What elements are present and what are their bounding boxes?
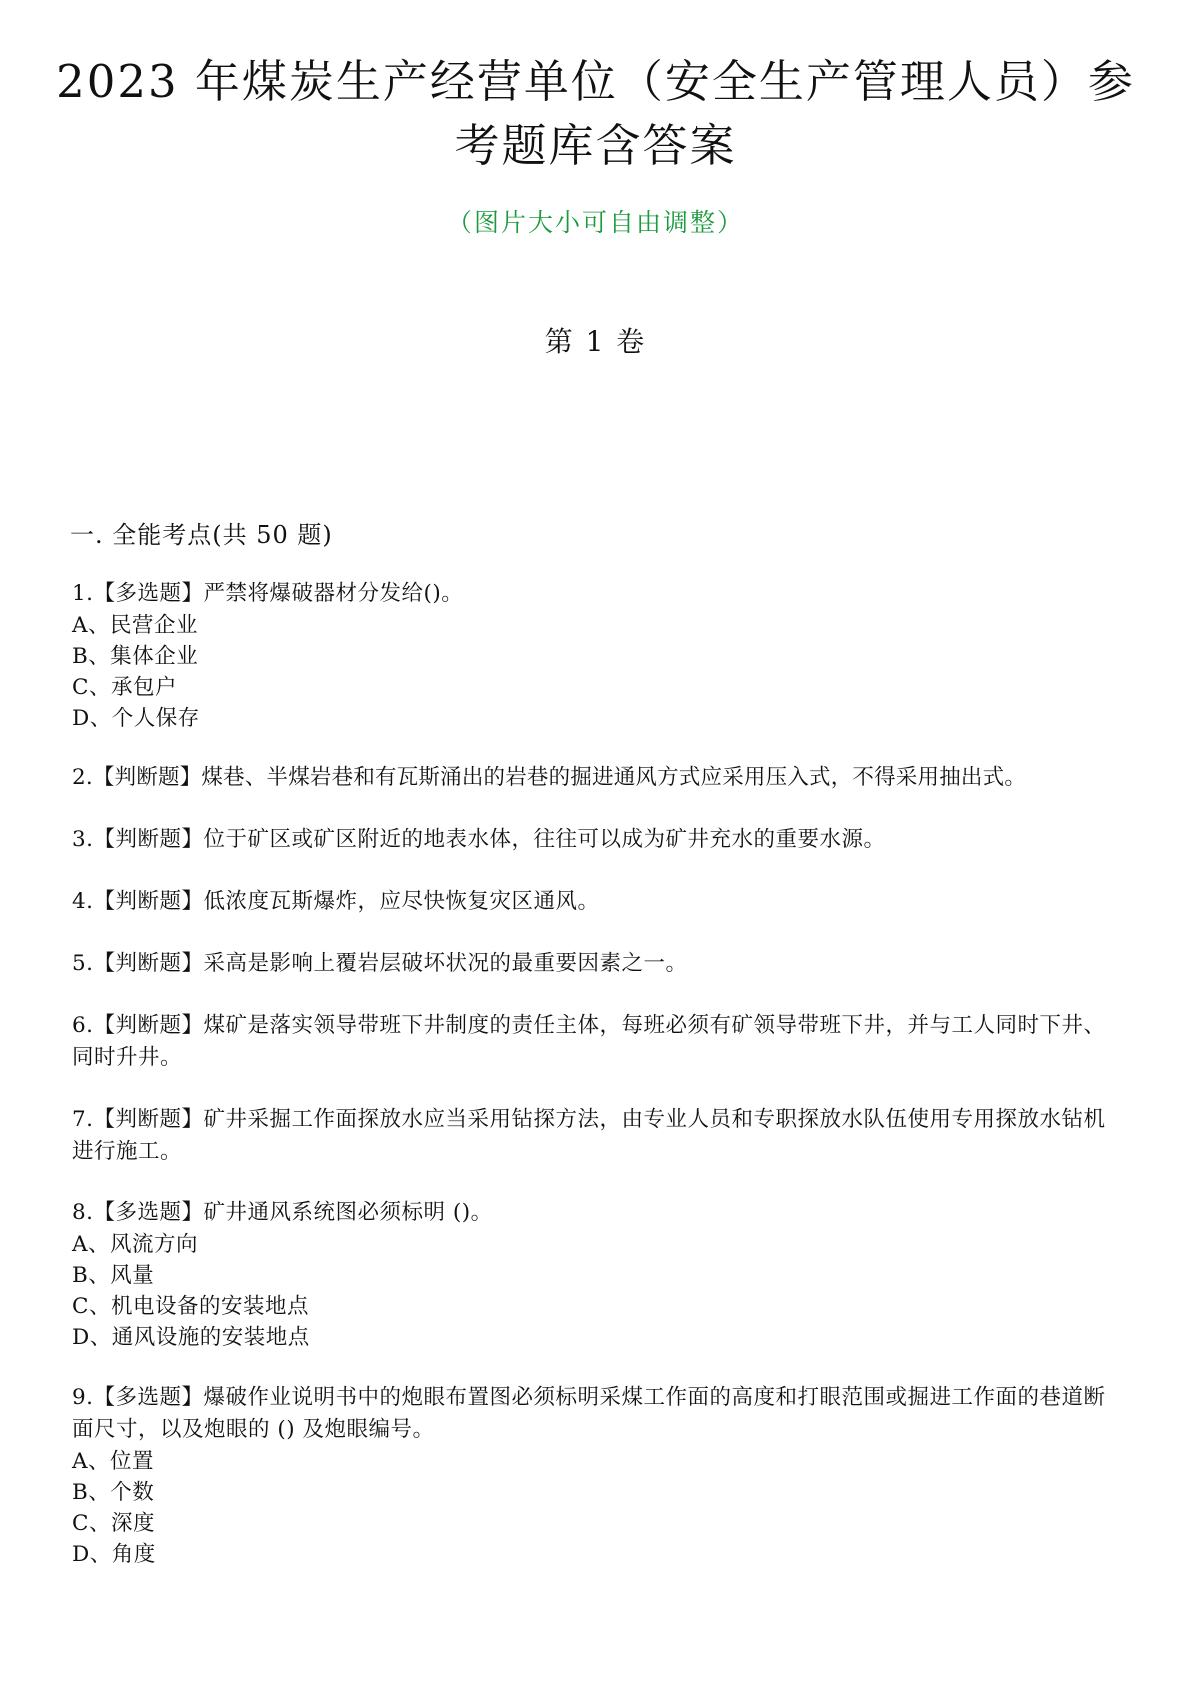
question-9-option-b: B、个数 [72,1480,155,1505]
question-4-text: 4.【判断题】低浓度瓦斯爆炸，应尽快恢复灾区通风。 [72,889,600,914]
question-7-text: 7.【判断题】矿井采掘工作面探放水应当采用钻探方法，由专业人员和专职探放水队伍使用专用探放水钻机进行施工。 [72,1107,1106,1164]
question-3-text: 3.【判断题】位于矿区或矿区附近的地表水体，往往可以成为矿井充水的重要水源。 [72,827,886,852]
question-9-option-c: C、深度 [72,1511,155,1536]
question-1-option-d: D、个人保存 [72,706,200,731]
question-1-option-c: C、承包户 [72,675,177,700]
question-8-option-b: B、风量 [72,1263,155,1288]
subtitle: （图片大小可自由调整） [446,208,744,237]
question-6-text: 6.【判断题】煤矿是落实领导带班下井制度的责任主体，每班必须有矿领导带班下井，并与工人同时下井、同时升井。 [72,1013,1106,1070]
question-1-text: 1.【多选题】严禁将爆破器材分发给()。 [72,581,464,606]
question-5-text: 5.【判断题】采高是影响上覆岩层破坏状况的最重要因素之一。 [72,951,688,976]
question-1-option-a: A、民营企业 [72,613,199,638]
question-1-option-b: B、集体企业 [72,644,199,669]
section-heading: 一. 全能考点(共 50 题) [70,521,333,549]
question-9-option-d: D、角度 [72,1542,156,1567]
question-9-text: 9.【多选题】爆破作业说明书中的炮眼布置图必须标明采煤工作面的高度和打眼范围或掘进工作面的巷道断面尺寸，以及炮眼的 () 及炮眼编号。 [72,1385,1106,1442]
question-9-option-a: A、位置 [72,1449,155,1474]
question-2-text: 2.【判断题】煤巷、半煤岩巷和有瓦斯涌出的岩巷的掘进通风方式应采用压入式，不得采用抽出式。 [72,765,1027,790]
document-title-line-1: 2023 年煤炭生产经营单位（安全生产管理人员）参 [56,55,1135,108]
question-8-option-c: C、机电设备的安装地点 [72,1294,309,1319]
question-8-option-a: A、风流方向 [72,1232,199,1257]
volume-heading: 第 1 卷 [544,325,647,358]
question-8-text: 8.【多选题】矿井通风系统图必须标明 ()。 [72,1200,493,1225]
document-title-line-2: 考题库含答案 [454,119,737,172]
question-8-option-d: D、通风设施的安装地点 [72,1325,310,1350]
